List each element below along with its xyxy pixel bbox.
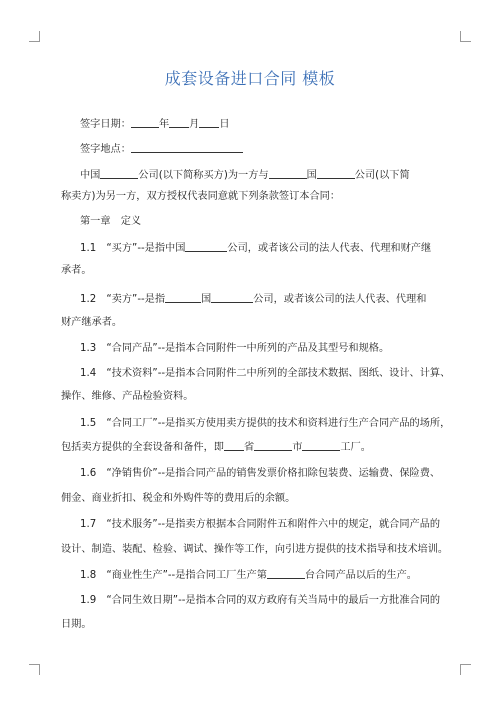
seller-company-blank[interactable] — [317, 168, 355, 179]
day-text: 日 — [219, 119, 230, 130]
clause-1-8: 1.8 “商业性生产”--是指合同工厂生产第 台合同产品以后的生产。 — [80, 570, 417, 581]
sign-place-line — [80, 142, 243, 156]
clause-1-7: 1.7 “技术服务”--是指卖方根据本合同附件五和附件六中的规定，就合同产品的 — [80, 519, 441, 530]
province-blank[interactable] — [224, 440, 244, 451]
document-title: 成套设备进口合同 模板 — [164, 69, 336, 88]
crop-mark-bottom-left — [29, 664, 40, 675]
clause-1-9: 1.9 “合同生效日期”--是指本合同的双方政府有关当局中的最后一方批准合同的 — [80, 595, 441, 606]
intro-line-1: 中国 公司(以下简称买方)为一方与 国 公司(以下简 — [80, 170, 410, 181]
clause-1-1: 1.1 “买方”--是指中国 公司，或者该公司的法人代表、代理和财产继 — [80, 243, 432, 254]
clause-1-9-cont: 日期。 — [61, 619, 92, 630]
clause-1-6: 1.6 “净销售价”--是指合同产品的销售发票价格扣除包装费、运输费、保险费、 — [80, 468, 441, 479]
year-blank[interactable] — [131, 117, 159, 128]
crop-mark-top-right — [460, 31, 471, 42]
clause-1-5-cont: 包括卖方提供的全套设备和备件，即 省 市 工厂。 — [61, 442, 371, 453]
clause-1-2: 1.2 “卖方”--是指 国 公司，或者该公司的法人代表、代理和 — [80, 294, 427, 305]
place-blank[interactable] — [131, 142, 243, 153]
unit-count-blank[interactable] — [267, 568, 305, 579]
clause-1-1-cont: 承者。 — [61, 265, 92, 276]
intro-line-2: 称卖方)为另一方，双方授权代表同意就下列条款签订本合同： — [61, 191, 341, 202]
day-blank[interactable] — [199, 117, 219, 128]
chapter-heading: 第一章 定义 — [80, 216, 142, 227]
clause-1-1-blank[interactable] — [185, 241, 227, 252]
clause-1-2-company-blank[interactable] — [211, 292, 253, 303]
clause-1-4: 1.4 “技术资料”--是指本合同附件二中所列的全部技术数据、图纸、设计、计算、 — [80, 368, 451, 379]
crop-mark-top-left — [29, 31, 40, 42]
month-text: 月 — [189, 119, 200, 130]
clause-1-4-cont: 操作、维修、产品检验资料。 — [61, 391, 194, 402]
city-blank[interactable] — [254, 440, 292, 451]
clause-1-5: 1.5 “合同工厂”--是指买方使用卖方提供的技术和资料进行生产合同产品的场所， — [80, 418, 451, 429]
clause-1-3: 1.3 “合同产品”--是指本合同附件一中所列的产品及其型号和规格。 — [80, 343, 390, 354]
buyer-company-blank[interactable] — [100, 168, 138, 179]
seller-country-blank[interactable] — [269, 168, 307, 179]
factory-blank[interactable] — [302, 440, 340, 451]
year-text: 年 — [158, 119, 170, 130]
crop-mark-bottom-right — [460, 664, 471, 675]
clause-1-2-cont: 财产继承者。 — [61, 317, 123, 328]
clause-1-6-cont: 佣金、商业折扣、税金和外购件等的费用后的余额。 — [61, 493, 296, 504]
sign-date-line — [80, 117, 230, 131]
clause-1-7-cont: 设计、制造、装配、检验、调试、操作等工作，向引进方提供的技术指导和技术培训。 — [61, 544, 449, 555]
sign-place-label: 签字地点： — [80, 144, 131, 155]
clause-1-2-country-blank[interactable] — [165, 292, 201, 303]
sign-date-label: 签字日期： — [80, 119, 131, 130]
month-blank[interactable] — [169, 117, 189, 128]
